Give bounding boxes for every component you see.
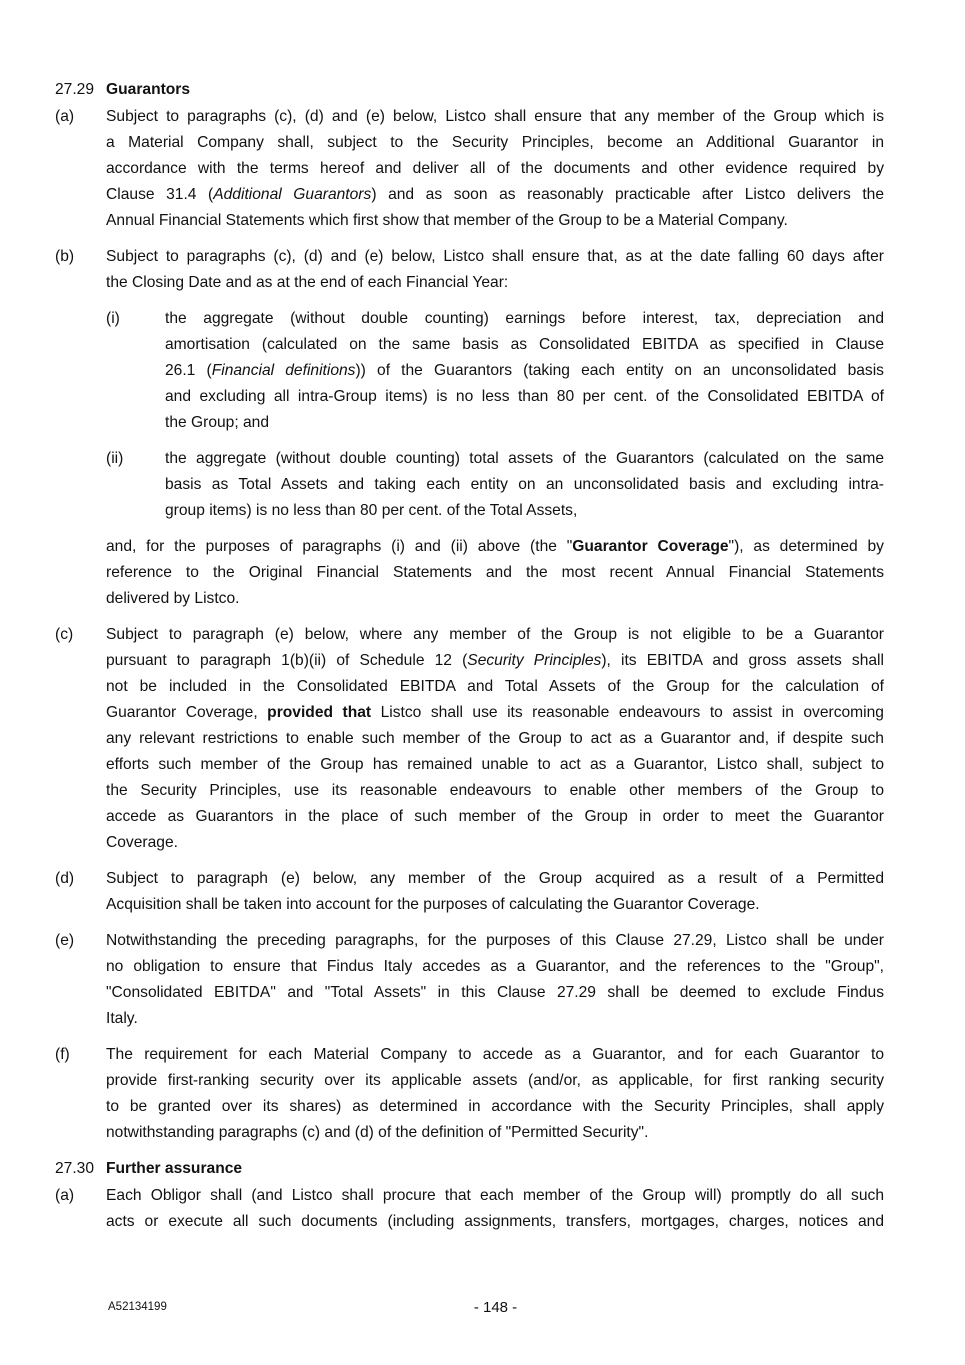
paragraph-line: "Consolidated EBITDA" and "Total Assets" in this Clause 27.29 shall be deemed to exclude Findus: [106, 984, 884, 1001]
paragraph-line: the Security Principles, use its reasonable endeavours to enable other members of the Group to: [106, 782, 884, 799]
paragraph-label: (f): [55, 1046, 70, 1063]
paragraph-label: (c): [55, 626, 74, 643]
paragraph-line: pursuant to paragraph 1(b)(ii) of Schedule 12 (Security Principles), its EBITDA and gross assets shall: [106, 652, 884, 669]
paragraph-line: the Closing Date and as at the end of each Financial Year:: [106, 274, 509, 291]
page-number: - 148 -: [473, 1299, 518, 1316]
subparagraph-line: the aggregate (without double counting) total assets of the Guarantors (calculated on the same: [165, 450, 884, 467]
paragraph-line: Subject to paragraphs (c), (d) and (e) below, Listco shall ensure that, as at the date falling 60 days after: [106, 248, 884, 265]
paragraph-line: to be granted over its shares) as determined in accordance with the Security Principles, shall apply: [106, 1098, 884, 1115]
paragraph-line: acts or execute all such documents (including assignments, transfers, mortgages, charges, notices and: [106, 1213, 884, 1230]
paragraph-line: Subject to paragraph (e) below, where any member of the Group is not eligible to be a Guarantor: [106, 626, 884, 643]
document-reference: A52134199: [108, 1301, 167, 1313]
section-number: 27.29: [55, 81, 95, 98]
subparagraph-line: group items) is no less than 80 per cent. of the Total Assets,: [165, 502, 578, 519]
paragraph-line: Subject to paragraph (e) below, any member of the Group acquired as a result of a Permitted: [106, 870, 884, 887]
paragraph-label: (b): [55, 248, 75, 265]
paragraph-line: not be included in the Consolidated EBITDA and Total Assets of the Group for the calculation of: [106, 678, 884, 695]
paragraph-label: (a): [55, 1187, 75, 1204]
paragraph-line: provide first-ranking security over its applicable assets (and/or, as applicable, for first ranking security: [106, 1072, 884, 1089]
paragraph-line: Acquisition shall be taken into account for the purposes of calculating the Guarantor Coverage.: [106, 896, 760, 913]
subparagraph-line: and excluding all intra-Group items) is no less than 80 per cent. of the Consolidated EBITDA of: [165, 388, 884, 405]
paragraph-line: Each Obligor shall (and Listco shall procure that each member of the Group will) promptly do all such: [106, 1187, 884, 1204]
paragraph-line: no obligation to ensure that Findus Italy accedes as a Guarantor, and the references to the "Group",: [106, 958, 884, 975]
section-title: Guarantors: [106, 81, 191, 98]
paragraph-line: notwithstanding paragraphs (c) and (d) of the definition of "Permitted Security".: [106, 1124, 649, 1141]
paragraph-line: Coverage.: [106, 834, 178, 851]
subparagraph-line: basis as Total Assets and taking each entity on an unconsolidated basis and excluding intra-: [165, 476, 884, 493]
paragraph-line: Subject to paragraphs (c), (d) and (e) below, Listco shall ensure that any member of the Group which is: [106, 108, 884, 125]
section-title: Further assurance: [106, 1160, 243, 1177]
paragraph-line: any relevant restrictions to enable such member of the Group to act as a Guarantor and, if despite such: [106, 730, 884, 747]
paragraph-line: a Material Company shall, subject to the Security Principles, become an Additional Guarantor in: [106, 134, 884, 151]
subparagraph-line: the Group; and: [165, 414, 270, 431]
subparagraph-line: amortisation (calculated on the same basis as Consolidated EBITDA as specified in Clause: [165, 336, 884, 353]
paragraph-line: Italy.: [106, 1010, 138, 1027]
subparagraph-line: the aggregate (without double counting) earnings before interest, tax, depreciation and: [165, 310, 884, 327]
paragraph-label: (d): [55, 870, 75, 887]
paragraph-line: accede as Guarantors in the place of such member of the Group in order to meet the Guarantor: [106, 808, 884, 825]
paragraph-line: accordance with the terms hereof and deliver all of the documents and other evidence required by: [106, 160, 884, 177]
subparagraph-label: (i): [106, 310, 120, 327]
paragraph-line: The requirement for each Material Company to accede as a Guarantor, and for each Guarantor to: [106, 1046, 884, 1063]
section-number: 27.30: [55, 1160, 95, 1177]
paragraph-line: Clause 31.4 (Additional Guarantors) and as soon as reasonably practicable after Listco delivers the: [106, 186, 885, 203]
paragraph-line: Notwithstanding the preceding paragraphs, for the purposes of this Clause 27.29, Listco shall be under: [106, 932, 884, 949]
paragraph-line: delivered by Listco.: [106, 590, 240, 607]
paragraph-label: (a): [55, 108, 75, 125]
paragraph-line: and, for the purposes of paragraphs (i) and (ii) above (the "Guarantor Coverage"), as determined by: [106, 538, 884, 555]
paragraph-line: reference to the Original Financial Statements and the most recent Annual Financial Statements: [106, 564, 884, 581]
paragraph-label: (e): [55, 932, 75, 949]
paragraph-line: Annual Financial Statements which first show that member of the Group to be a Material Company.: [106, 212, 788, 229]
subparagraph-label: (ii): [106, 450, 124, 467]
paragraph-line: efforts such member of the Group has remained unable to act as a Guarantor, Listco shall, subject to: [106, 756, 884, 773]
subparagraph-line: 26.1 (Financial definitions)) of the Guarantors (taking each entity on an unconsolidated basis: [165, 362, 884, 379]
paragraph-line: Guarantor Coverage, provided that Listco shall use its reasonable endeavours to assist in overcoming: [106, 704, 884, 721]
